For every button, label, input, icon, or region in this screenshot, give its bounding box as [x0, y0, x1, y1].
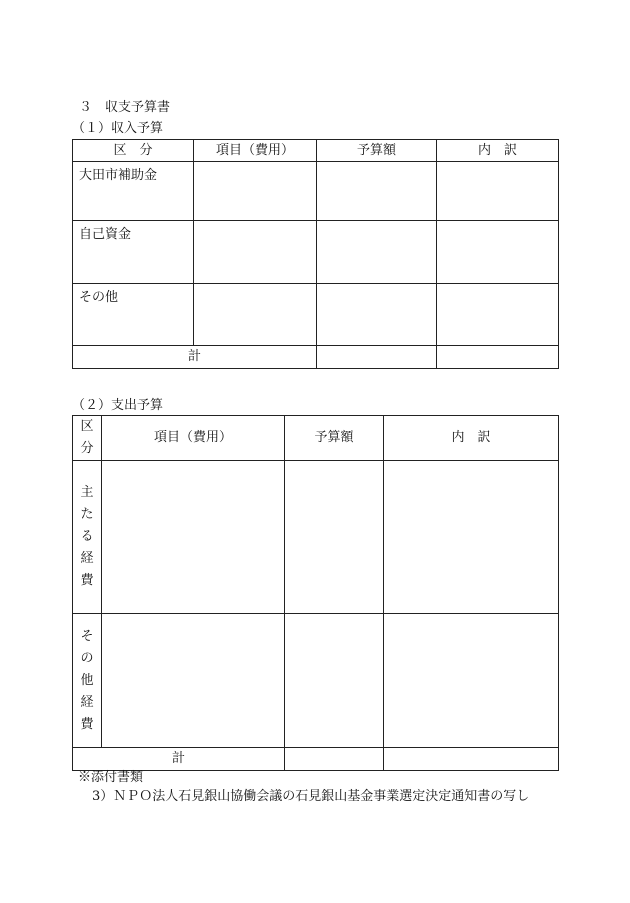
vertical-char: 区 [80, 419, 94, 434]
vertical-char: 費 [80, 573, 94, 588]
expense-cell [102, 461, 285, 614]
vertical-char: 経 [80, 551, 94, 566]
table-row [73, 162, 559, 221]
vertical-char: そ [80, 628, 94, 644]
income-table [72, 139, 559, 369]
expense-cell [384, 748, 559, 771]
expense-header-row [73, 416, 559, 461]
vertical-char: 分 [80, 441, 94, 456]
expense-header-amount: 予算額 [285, 416, 384, 461]
income-header-category: 区 分 [73, 140, 194, 162]
table-row [73, 221, 559, 284]
attachments-title: ※添付書類 [78, 770, 144, 785]
attachment-item: 3）ＮＰＯ法人石見銀山協働会議の石見銀山基金事業選定決定通知書の写し [92, 789, 530, 804]
expense-cell [384, 614, 559, 748]
table-row [73, 614, 559, 748]
income-row-label: 自己資金 [73, 221, 194, 284]
expense-total-label: 計 [73, 748, 285, 771]
vertical-char: 主 [80, 485, 94, 500]
income-header-amount: 予算額 [317, 140, 437, 162]
vertical-char: る [80, 529, 94, 544]
income-cell [437, 162, 559, 221]
income-row-label: その他 [73, 284, 194, 346]
income-header-item: 項目（費用） [194, 140, 317, 162]
vertical-char: の [80, 650, 94, 666]
vertical-char: 他 [80, 672, 94, 688]
income-title: （１）収入予算 [72, 121, 164, 136]
table-row [73, 284, 559, 346]
expense-table [72, 415, 559, 771]
expense-cell [285, 614, 384, 748]
income-header-row [73, 140, 559, 162]
expense-header-item: 項目（費用） [102, 416, 285, 461]
vertical-char: 経 [80, 694, 94, 710]
income-header-breakdown: 内 訳 [437, 140, 559, 162]
income-row-label: 大田市補助金 [73, 162, 194, 221]
expense-cell [102, 614, 285, 748]
expense-cell [384, 461, 559, 614]
income-total-label: 計 [73, 346, 317, 369]
income-cell [437, 346, 559, 369]
vertical-char: 費 [80, 716, 94, 732]
income-cell [317, 162, 437, 221]
income-cell [317, 284, 437, 346]
expense-cell [285, 461, 384, 614]
table-row [73, 461, 559, 614]
section-title: ３ 収支予算書 [79, 100, 171, 115]
vertical-char: た [80, 507, 94, 522]
expense-title: （２）支出予算 [72, 398, 164, 413]
income-total-row [73, 346, 559, 369]
income-cell [194, 284, 317, 346]
expense-header-breakdown: 内 訳 [384, 416, 559, 461]
income-cell [437, 284, 559, 346]
income-cell [194, 162, 317, 221]
income-cell [194, 221, 317, 284]
income-cell [317, 346, 437, 369]
income-cell [317, 221, 437, 284]
expense-other-category [73, 614, 102, 748]
expense-header-category [73, 416, 102, 461]
income-cell [437, 221, 559, 284]
expense-cell [285, 748, 384, 771]
expense-total-row [73, 748, 559, 771]
expense-main-category [73, 461, 102, 614]
